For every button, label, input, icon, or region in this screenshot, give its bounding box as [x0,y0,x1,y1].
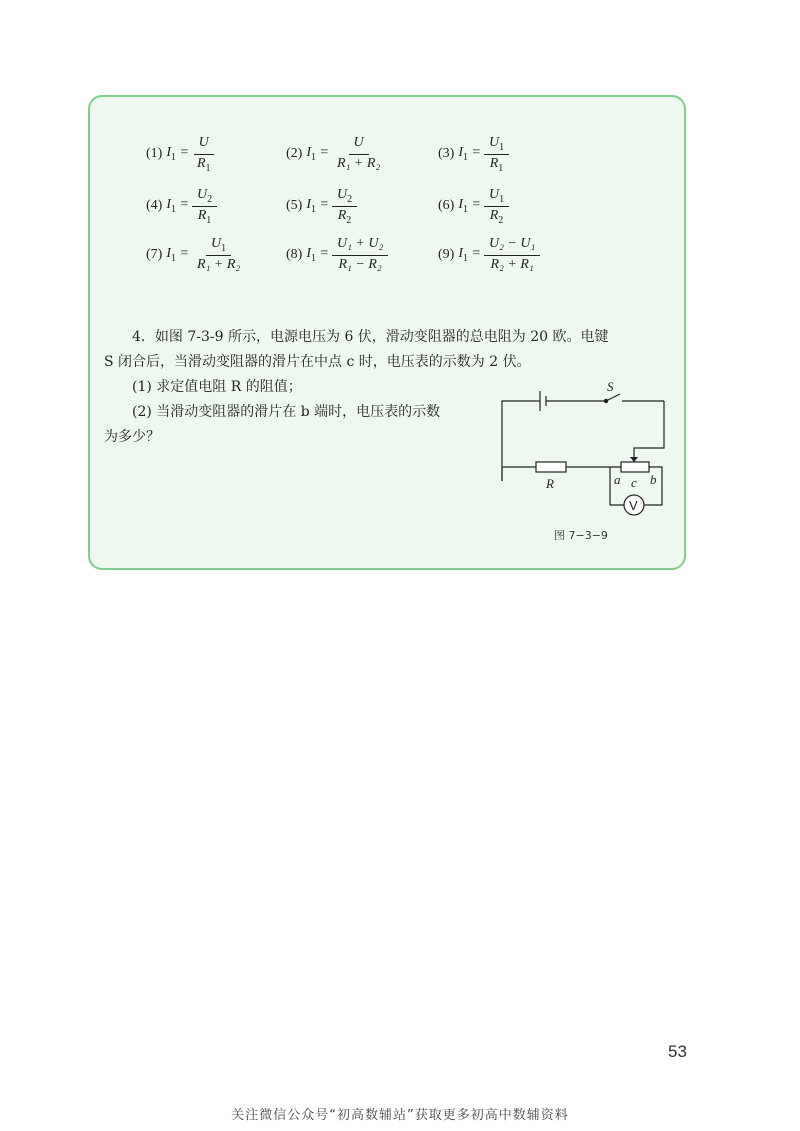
label-b: b [650,472,657,487]
problem-text-line-1: 4．如图 7-3-9 所示，电源电压为 6 伏，滑动变阻器的总电阻为 20 欧。电键 [132,329,609,345]
label-c: c [631,475,637,490]
formula-6: (6) $I_1$ = $\frac{U_1}{R_2}$ [438,187,509,226]
footer-note: 关注微信公众号“初高数辅站”获取更多初高中数辅资料 [231,1108,569,1123]
circuit-diagram [494,381,674,541]
wire-left-bottom [502,467,536,481]
fraction: $\frac{U}{\text{R₁ + R₂}}$ [336,135,381,171]
switch-contact [604,399,607,402]
question-1: (1) 求定值电阻 R 的阻值； [132,379,302,395]
formula-5: (5) $I_1$ = $\frac{U_2}{R_2}$ [286,187,357,226]
formula-1: (1) $I_1$ = $\frac{U}{R_1}$ [146,135,216,174]
formula-7: (7) $I_1$ = $\frac{U_1}{\text{R₁ + R₂}}$ [146,236,245,275]
wire-right [634,401,664,461]
fraction: $\frac{U_2}{R_1}$ [192,187,217,226]
formula-3: (3) $I_1$ = $\frac{U_1}{R_1}$ [438,135,509,174]
label-a: a [614,472,621,487]
label-r: R [546,476,554,491]
fraction: $\frac{U_2}{R_2}$ [332,187,357,226]
rheostat [621,462,649,472]
fraction: $\frac{U_1}{R_1}$ [484,135,509,174]
question-2-continued: 为多少？ [104,429,160,445]
formula-2: (2) $I_1$ = $\frac{U}{\text{R₁ + R₂}}$ [286,135,385,174]
formula-9: (9) $I_1$ = $\frac{\text{U₂ − U₁}}{\text{R₂ + R₁}}$ [438,236,540,275]
resistor-r [536,462,566,472]
label-s: S [607,381,614,394]
fraction: $\frac{\text{U₁ + U₂}}{\text{R₁ − R₂}}$ [332,236,388,275]
problem-text-line-2: S 闭合后，当滑动变阻器的滑片在中点 c 时，电压表的示数为 2 伏。 [104,354,531,370]
wire-top-left [502,401,540,481]
exercise-panel [88,95,686,570]
switch-blade [606,394,620,401]
question-2: (2) 当滑动变阻器的滑片在 b 端时，电压表的示数 [132,404,441,420]
formula-8: (8) $I_1$ = $\frac{\text{U₁ + U₂}}{\text{R₁ − R₂}}$ [286,236,388,275]
formula-grid [90,135,684,285]
fraction: $\frac{U}{R_1}$ [192,135,216,174]
fraction: $\frac{U_1}{R_2}$ [484,187,509,226]
figure-caption: 图 7−3−9 [554,529,608,542]
slider-arrow-icon [630,457,638,462]
fraction: $\frac{U_1}{\text{R₁ + R₂}}$ [196,236,241,272]
page-number: 53 [668,1042,687,1061]
fraction: $\frac{\text{U₂ − U₁}}{\text{R₂ + R₁}}$ [484,236,540,275]
voltmeter-label: V [629,498,638,513]
formula-4: (4) $I_1$ = $\frac{U_2}{R_1}$ [146,187,217,226]
problem-4 [104,325,609,450]
